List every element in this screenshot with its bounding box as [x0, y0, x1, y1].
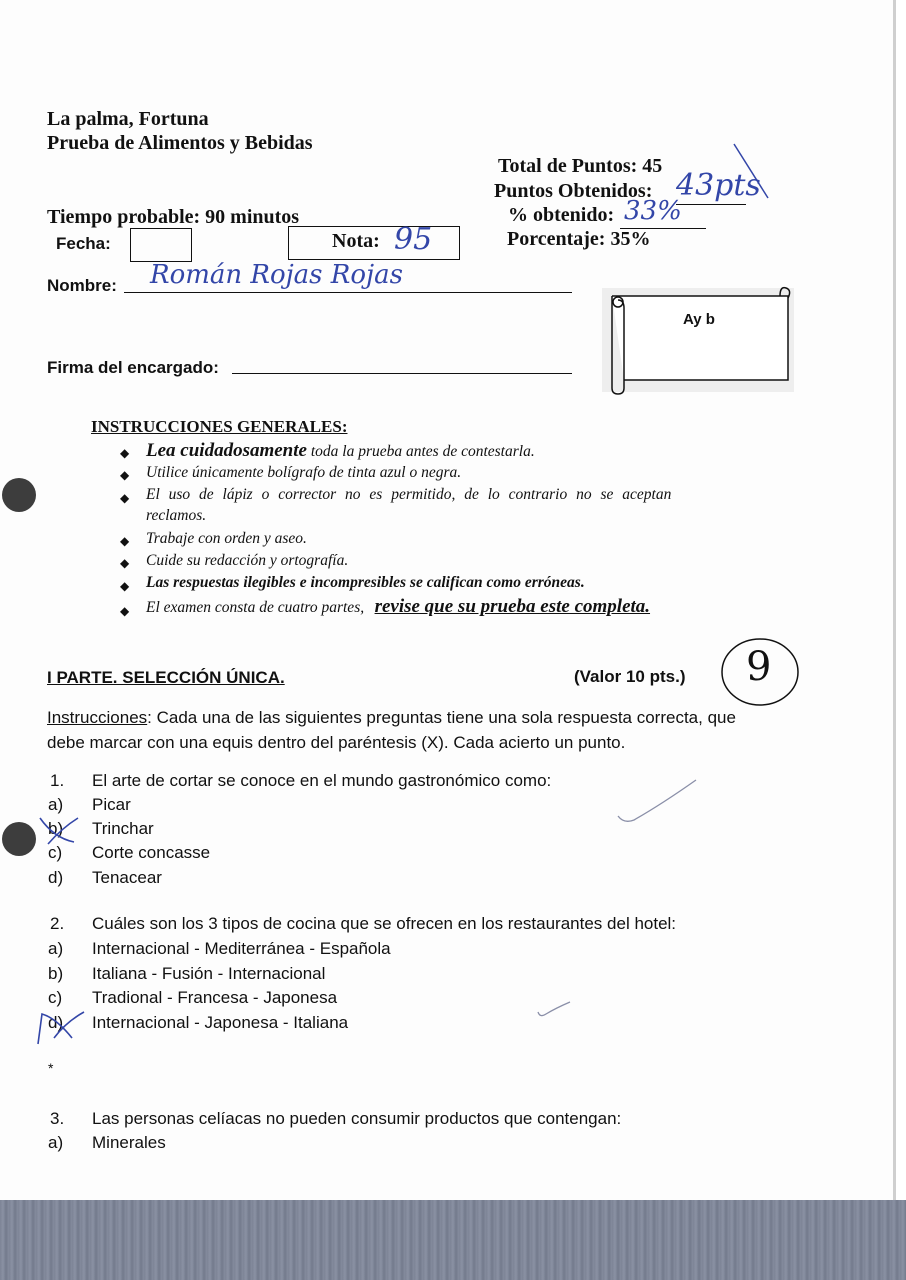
- instruction-emphasis: Lea cuidadosamente: [146, 440, 307, 461]
- bullet-icon: ◆: [120, 579, 130, 593]
- part1-instructions-line1: [47, 708, 736, 728]
- instruction-item-2: Utilice únicamente bolígrafo de tinta azul o negra.: [146, 464, 462, 481]
- punch-hole-bottom: [2, 822, 36, 856]
- option-text[interactable]: Corte concasse: [92, 843, 211, 862]
- date-label: Fecha:: [56, 234, 111, 253]
- handwritten-stroke: [728, 140, 778, 210]
- instruction-item-6: Las respuestas ilegibles e incompresibles se califican como erróneas.: [146, 574, 585, 591]
- grade-value: 95: [394, 222, 433, 257]
- bullet-icon: ◆: [120, 468, 130, 482]
- option-text[interactable]: Picar: [92, 795, 131, 814]
- obtained-points-value: 43pts: [676, 168, 761, 203]
- punch-hole-top: [2, 478, 36, 512]
- option-letter: d): [48, 1013, 64, 1032]
- asterisk-mark: *: [48, 1060, 54, 1076]
- instruction-item-5: Cuide su redacción y ortografía.: [146, 552, 349, 569]
- option-text[interactable]: Tradional - Francesa - Japonesa: [92, 988, 338, 1007]
- instruction-item-1: [146, 440, 535, 462]
- option-text[interactable]: Trinchar: [92, 819, 154, 838]
- bullet-icon: ◆: [120, 604, 130, 618]
- instruction-text: El examen consta de cuatro partes,: [146, 599, 365, 616]
- scanner-background: [0, 1200, 906, 1280]
- answer-mark-icon: [32, 1004, 88, 1050]
- instruction-text: toda la prueba antes de contestarla.: [306, 443, 535, 460]
- page-edge: [893, 0, 896, 1200]
- scroll-stamp-icon: [598, 280, 798, 396]
- option-letter: a): [48, 1133, 64, 1152]
- part1-value: (Valor 10 pts.): [574, 667, 686, 686]
- total-points: Total de Puntos: 45: [498, 155, 663, 177]
- option-letter: b): [48, 964, 64, 983]
- bullet-icon: ◆: [120, 556, 130, 570]
- signature-label: Firma del encargado:: [47, 358, 219, 377]
- percent-obtained-value: 33%: [624, 196, 682, 226]
- check-mark-icon: [534, 998, 574, 1022]
- instructions-text: : Cada una de las siguientes preguntas tiene una sola respuesta correcta, que: [147, 708, 736, 727]
- signature-line: [232, 373, 572, 374]
- part1-instructions-line2: debe marcar con una equis dentro del paréntesis (X). Cada acierto un punto.: [47, 733, 626, 752]
- option-letter: a): [48, 939, 64, 958]
- test-title: Prueba de Alimentos y Bebidas: [47, 132, 313, 154]
- check-mark-icon: [612, 776, 702, 832]
- option-text[interactable]: Minerales: [92, 1133, 166, 1152]
- name-label: Nombre:: [47, 276, 117, 295]
- option-letter: c): [48, 988, 63, 1007]
- time-label: Tiempo probable: 90 minutos: [47, 206, 300, 228]
- name-line: [124, 292, 572, 293]
- option-text[interactable]: Internacional - Mediterránea - Española: [92, 939, 391, 958]
- option-text[interactable]: Tenacear: [92, 868, 162, 887]
- option-letter: a): [48, 795, 64, 814]
- question-text: El arte de cortar se conoce en el mundo gastronómico como:: [92, 771, 552, 790]
- instruction-item-7: [146, 596, 650, 618]
- instruction-item-4: Trabaje con orden y aseo.: [146, 530, 307, 547]
- school-name: La palma, Fortuna: [47, 108, 209, 130]
- option-text[interactable]: Italiana - Fusión - Internacional: [92, 964, 326, 983]
- instruction-emphasis: revise que su prueba este completa.: [374, 596, 651, 617]
- date-box: [130, 228, 192, 262]
- option-letter: b): [48, 819, 64, 838]
- instructions-label: Instrucciones: [47, 708, 148, 727]
- instruction-item-3: El uso de lápiz o corrector no es permitido, de lo contrario no se aceptan: [146, 486, 672, 503]
- option-text[interactable]: Internacional - Japonesa - Italiana: [92, 1013, 349, 1032]
- obtained-points-label: Puntos Obtenidos:: [494, 180, 653, 202]
- question-text: Las personas celíacas no pueden consumir productos que contengan:: [92, 1109, 622, 1128]
- option-letter: d): [48, 868, 64, 887]
- part1-title: I PARTE. SELECCIÓN ÚNICA.: [47, 668, 285, 687]
- student-name: Román Rojas Rojas: [150, 260, 403, 290]
- stamp-text: Ay b: [683, 311, 715, 328]
- instructions-title: INSTRUCCIONES GENERALES:: [91, 417, 348, 436]
- question-number: 2.: [50, 914, 65, 933]
- bullet-icon: ◆: [120, 446, 130, 460]
- grade-label: Nota:: [332, 230, 380, 252]
- percentage: Porcentaje: 35%: [507, 228, 651, 250]
- instruction-item-3-cont: reclamos.: [146, 507, 207, 524]
- question-number: 3.: [50, 1109, 65, 1128]
- option-letter: c): [48, 843, 63, 862]
- question-text: Cuáles son los 3 tipos de cocina que se ofrecen en los restaurantes del hotel:: [92, 914, 677, 933]
- bullet-icon: ◆: [120, 491, 130, 505]
- percent-obtained-label: % obtenido:: [508, 204, 615, 226]
- question-number: 1.: [50, 771, 65, 790]
- bullet-icon: ◆: [120, 534, 130, 548]
- part1-score: 9: [746, 644, 772, 690]
